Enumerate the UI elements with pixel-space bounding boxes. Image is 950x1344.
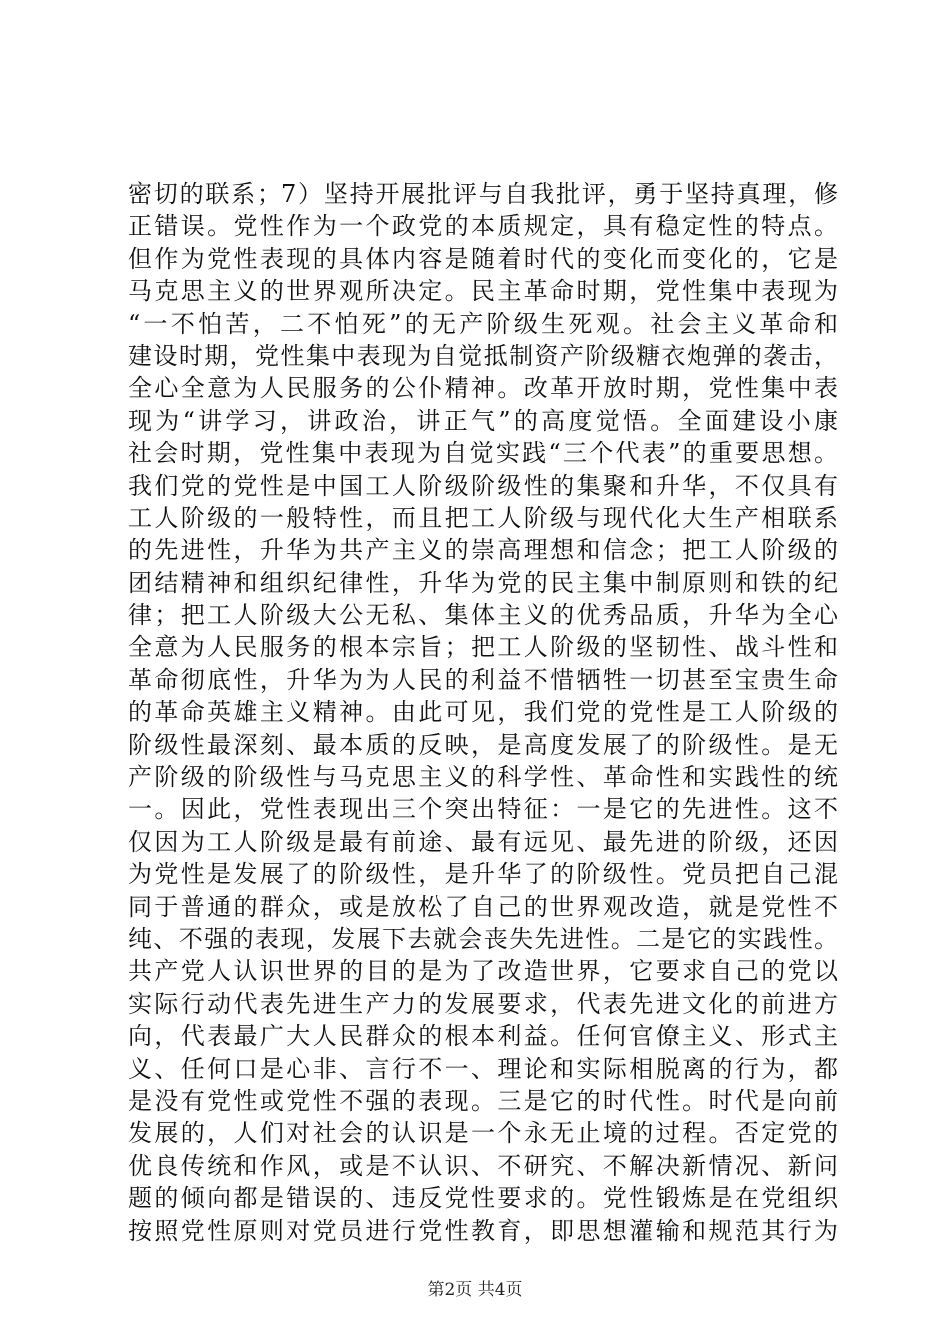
text-line: 的先进性，升华为共产主义的崇高理想和信念；把工人阶级的 bbox=[128, 536, 838, 565]
text-line: 工人阶级的一般特性，而且把工人阶级与现代化大生产相联系 bbox=[128, 503, 838, 532]
text-line: 革命彻底性，升华为为人民的利益不惜牺牲一切甚至宝贵生命 bbox=[128, 665, 838, 694]
text-line: 一。因此，党性表现出三个突出特征：一是它的先进性。这不 bbox=[128, 795, 838, 824]
text-line: 律；把工人阶级大公无私、集体主义的优秀品质，升华为全心 bbox=[128, 601, 838, 630]
text-line: 但作为党性表现的具体内容是随着时代的变化而变化的，它是 bbox=[128, 244, 838, 273]
text-line: 社会时期，党性集中表现为自觉实践“三个代表”的重要思想。 bbox=[128, 439, 838, 468]
text-line: 同于普通的群众，或是放松了自己的世界观改造，就是党性不 bbox=[128, 892, 838, 921]
text-line: 建设时期，党性集中表现为自觉抵制资产阶级糖衣炮弹的袭击， bbox=[128, 341, 838, 370]
text-line: 正错误。党性作为一个政党的本质规定，具有稳定性的特点。 bbox=[128, 212, 838, 241]
text-line: 全心全意为人民服务的公仆精神。改革开放时期，党性集中表 bbox=[128, 374, 838, 403]
text-line: 共产党人认识世界的目的是为了改造世界，它要求自己的党以 bbox=[128, 957, 838, 986]
text-line: 纯、不强的表现，发展下去就会丧失先进性。二是它的实践性。 bbox=[128, 924, 838, 953]
text-line: 是没有党性或党性不强的表现。三是它的时代性。时代是向前 bbox=[128, 1086, 838, 1115]
text-line: 实际行动代表先进生产力的发展要求，代表先进文化的前进方 bbox=[128, 989, 838, 1018]
text-line: 按照党性原则对党员进行党性教育，即思想灌输和规范其行为 bbox=[128, 1216, 838, 1245]
page-footer: 第2页 共4页 bbox=[427, 1280, 523, 1300]
text-line: 仅因为工人阶级是最有前途、最有远见、最先进的阶级，还因 bbox=[128, 827, 838, 856]
text-line: 全意为人民服务的根本宗旨；把工人阶级的坚韧性、战斗性和 bbox=[128, 633, 838, 662]
text-line: 为党性是发展了的阶级性，是升华了的阶级性。党员把自己混 bbox=[128, 860, 838, 889]
text-line: 向，代表最广大人民群众的根本利益。任何官僚主义、形式主 bbox=[128, 1022, 838, 1051]
text-line: 我们党的党性是中国工人阶级阶级性的集聚和升华，不仅具有 bbox=[128, 471, 838, 500]
text-line: 优良传统和作风，或是不认识、不研究、不解决新情况、新问 bbox=[128, 1151, 838, 1180]
text-line: 产阶级的阶级性与马克思主义的科学性、革命性和实践性的统 bbox=[128, 763, 838, 792]
text-line: 阶级性最深刻、最本质的反映，是高度发展了的阶级性。是无 bbox=[128, 730, 838, 759]
text-line: 题的倾向都是错误的、违反党性要求的。党性锻炼是在党组织 bbox=[128, 1184, 838, 1213]
text-line: 团结精神和组织纪律性，升华为党的民主集中制原则和铁的纪 bbox=[128, 568, 838, 597]
body-text bbox=[128, 178, 838, 1247]
text-line: 现为“讲学习，讲政治，讲正气”的高度觉悟。全面建设小康 bbox=[128, 406, 838, 435]
text-line: 马克思主义的世界观所决定。民主革命时期，党性集中表现为 bbox=[128, 277, 838, 306]
text-line: 密切的联系；7）坚持开展批评与自我批评，勇于坚持真理，修 bbox=[128, 180, 838, 208]
text-line: 的革命英雄主义精神。由此可见，我们党的党性是工人阶级的 bbox=[128, 698, 838, 727]
text-line: 义、任何口是心非、言行不一、理论和实际相脱离的行为，都 bbox=[128, 1054, 838, 1083]
text-line: “一不怕苦，二不怕死”的无产阶级生死观。社会主义革命和 bbox=[128, 309, 838, 338]
text-line: 发展的，人们对社会的认识是一个永无止境的过程。否定党的 bbox=[128, 1119, 838, 1148]
